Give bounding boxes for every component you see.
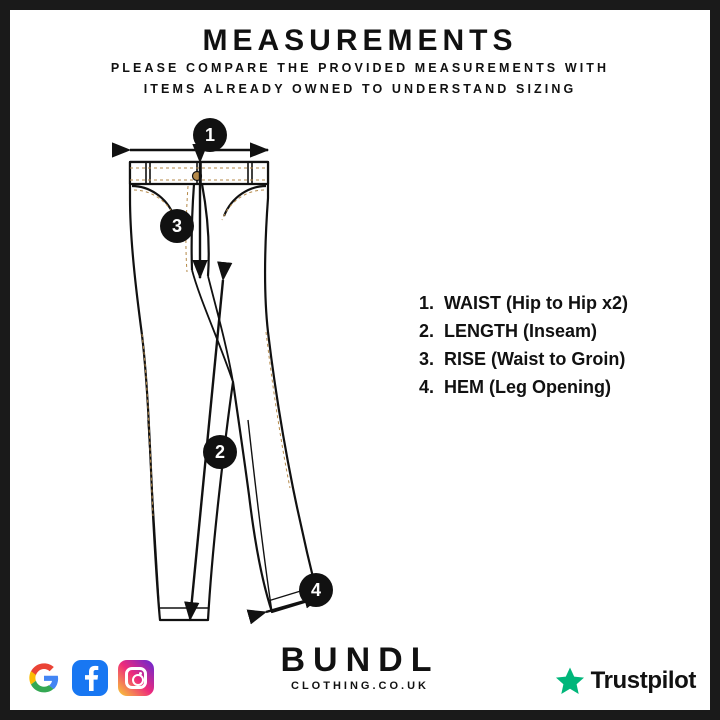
subtitle-line-2: ITEMS ALREADY OWNED TO UNDERSTAND SIZING xyxy=(143,82,577,96)
trustpilot-badge[interactable] xyxy=(555,666,696,696)
subtitle-line-1: PLEASE COMPARE THE PROVIDED MEASUREMENTS WITH xyxy=(110,61,610,75)
list-item xyxy=(408,349,698,370)
google-icon[interactable] xyxy=(26,660,62,696)
measurement-arrows xyxy=(90,120,390,640)
badge-length: 2 xyxy=(203,435,237,469)
page-title: MEASUREMENTS xyxy=(202,24,518,57)
list-item xyxy=(408,321,698,342)
facebook-icon[interactable] xyxy=(72,660,108,696)
badge-hem: 4 xyxy=(299,573,333,607)
legend-label-length: LENGTH (Inseam) xyxy=(444,321,598,341)
badge-rise: 3 xyxy=(160,209,194,243)
list-item xyxy=(408,293,698,314)
trustpilot-label: Trustpilot xyxy=(590,667,696,694)
legend-number: 3. xyxy=(418,349,434,369)
legend-label-waist: WAIST (Hip to Hip x2) xyxy=(444,293,628,313)
legend-number: 1. xyxy=(418,293,434,313)
legend-label-rise: RISE (Waist to Groin) xyxy=(444,349,626,369)
star-icon xyxy=(555,666,585,696)
legend-label-hem: HEM (Leg Opening) xyxy=(444,377,611,397)
jeans-diagram xyxy=(90,120,390,640)
page-subtitle xyxy=(60,58,660,100)
list-item xyxy=(408,377,698,398)
instagram-icon[interactable] xyxy=(118,660,154,696)
badge-waist: 1 xyxy=(193,118,227,152)
measurement-legend xyxy=(408,293,698,405)
brand-domain: CLOTHING.CO.UK xyxy=(291,680,429,692)
legend-number: 4. xyxy=(418,377,434,397)
card-inner xyxy=(10,10,710,710)
brand-name: BUNDL xyxy=(280,641,440,679)
legend-number: 2. xyxy=(418,321,434,341)
social-links xyxy=(26,660,154,696)
